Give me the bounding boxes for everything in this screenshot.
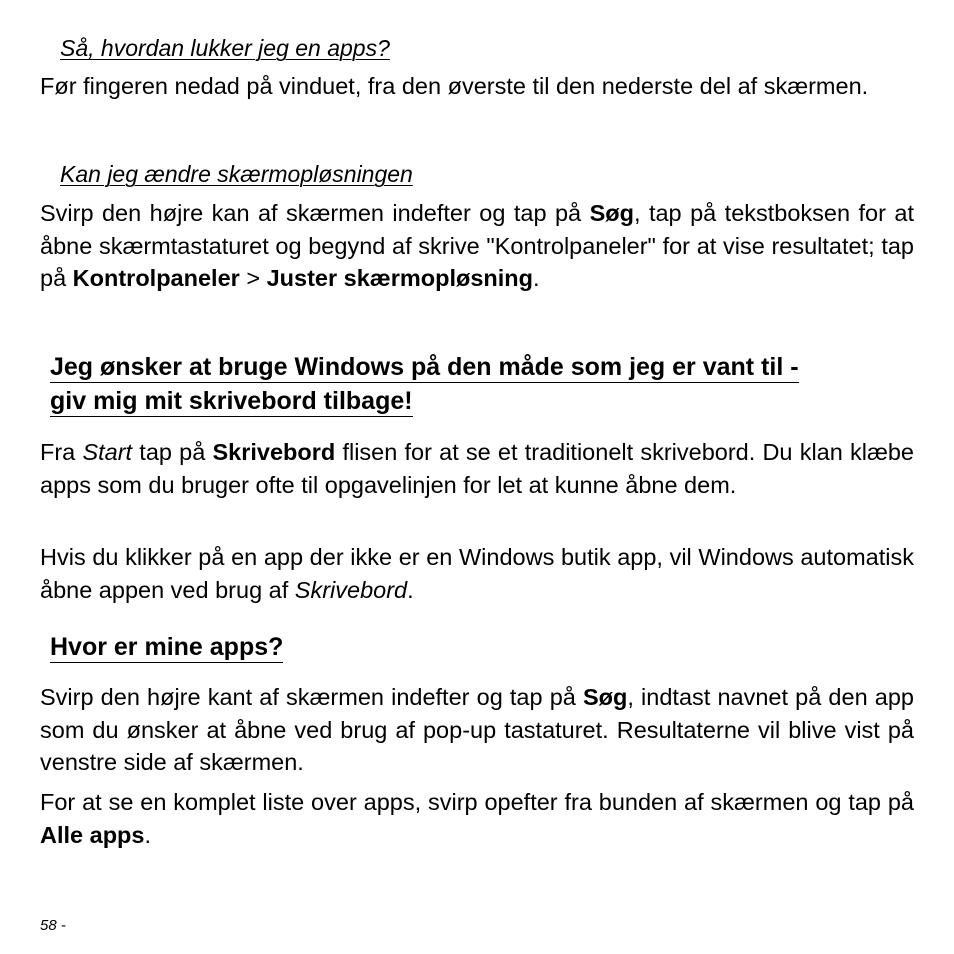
- faq-close-app-body: Før fingeren nedad på vinduet, fra den øverste til den nederste del af skærmen.: [40, 73, 869, 99]
- faq-close-app-heading: Så, hvordan lukker jeg en apps?: [60, 35, 390, 61]
- text-run: , tap på tekstboksen for at åbne skærmtastaturet og begynd af skrive "Kontrolpaneler" for at vise resultatet; tap på: [40, 200, 914, 291]
- italic-term-start: Start: [82, 439, 133, 465]
- text-run: , indtast navnet på den app som du ønsker at åbne ved brug af pop-up tastaturet. Resultaterne vil blive vist på venstre side af skærmen.: [40, 684, 914, 775]
- faq-resolution-heading: Kan jeg ændre skærmopløsningen: [60, 161, 413, 187]
- section-apps-heading-text: Hvor er mine apps?: [50, 633, 284, 661]
- text-run: .: [407, 576, 414, 603]
- bold-term-control-panel: Kontrolpaneler: [72, 265, 240, 291]
- text-run: .: [533, 265, 540, 291]
- text-run: .: [144, 821, 152, 848]
- bold-term-desktop: Skrivebord: [212, 439, 336, 465]
- bold-term-adjust-resolution: Juster skærmopløsning: [266, 265, 534, 291]
- bold-term-search: Søg: [583, 684, 628, 710]
- section-apps-paragraph-1: [40, 681, 914, 779]
- text-run: flisen for at se et traditionelt skrivebord. Du klan klæbe apps som du bruger ofte til opgavelinjen for let at kunne åbne dem.: [40, 439, 914, 498]
- text-run: Svirp den højre kant af skærmen indefter og tap på: [40, 684, 583, 710]
- section-apps-paragraph-2: [40, 786, 914, 851]
- section-desktop-heading: [50, 350, 900, 418]
- section-desktop-heading-line2: giv mig mit skrivebord tilbage!: [50, 387, 413, 415]
- text-run: >: [239, 265, 267, 291]
- text-run: Hvis du klikker på en app der ikke er en Windows butik app, vil Windows automatisk åbne appen ved brug af: [40, 544, 914, 603]
- section-desktop-paragraph-1: [40, 436, 914, 501]
- text-run: Svirp den højre kan af skærmen indefter og tap på: [40, 200, 590, 226]
- text-run: For at se en komplet liste over apps, svirp opefter fra bunden af skærmen og tap på: [40, 789, 914, 815]
- text-run: Fra: [40, 439, 83, 465]
- bold-term-all-apps: Alle apps: [40, 821, 145, 848]
- italic-term-desktop: Skrivebord: [294, 576, 408, 603]
- section-apps-heading: [50, 630, 900, 664]
- text-run: tap på: [132, 439, 213, 465]
- bold-term-search: Søg: [589, 200, 634, 226]
- section-desktop-paragraph-2: [40, 541, 914, 606]
- page-number: 58 -: [40, 917, 66, 934]
- faq-close-app-text: [40, 70, 914, 103]
- faq-resolution-text: [40, 197, 914, 295]
- section-desktop-heading-line1: Jeg ønsker at bruge Windows på den måde som jeg er vant til -: [50, 353, 799, 381]
